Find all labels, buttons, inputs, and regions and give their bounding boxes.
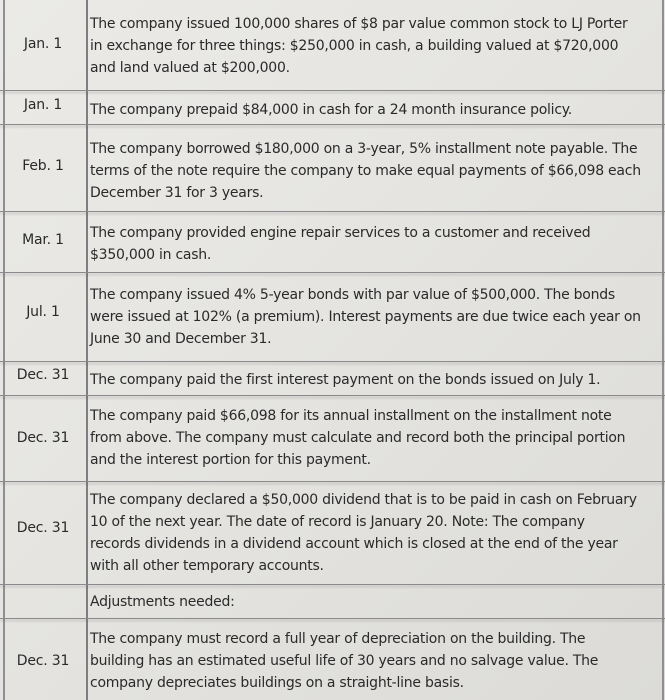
transaction-description bbox=[90, 628, 659, 694]
description-line: and the interest portion for this payment. bbox=[90, 452, 371, 468]
description-line: in exchange for three things: $250,000 in cash, a building valued at $720,000 bbox=[90, 38, 619, 54]
transaction-description bbox=[90, 138, 659, 204]
transaction-description bbox=[90, 369, 659, 391]
description-line: Adjustments needed: bbox=[90, 594, 235, 610]
description-line: The company borrowed $180,000 on a 3-year, 5% installment note payable. The bbox=[90, 141, 638, 157]
description-line: were issued at 102% (a premium). Interest payments are due twice each year on bbox=[90, 309, 641, 325]
transaction-date: Jan. 1 bbox=[23, 97, 63, 113]
description-line: The company paid the first interest payment on the bonds issued on July 1. bbox=[90, 372, 601, 388]
row-divider bbox=[0, 90, 665, 91]
description-line: The company issued 100,000 shares of $8 par value common stock to LJ Porter bbox=[90, 16, 628, 32]
description-line: December 31 for 3 years. bbox=[90, 185, 264, 201]
transaction-date: Feb. 1 bbox=[22, 158, 64, 174]
description-line: records dividends in a dividend account which is closed at the end of the year bbox=[90, 536, 618, 552]
transaction-description bbox=[90, 489, 659, 577]
description-line: The company provided engine repair services to a customer and received bbox=[90, 225, 591, 241]
transaction-date: Jul. 1 bbox=[26, 304, 60, 320]
description-line: 10 of the next year. The date of record is January 20. Note: The company bbox=[90, 514, 585, 530]
transaction-description bbox=[90, 405, 659, 471]
transaction-date: Dec. 31 bbox=[16, 653, 70, 669]
description-line: June 30 and December 31. bbox=[90, 331, 272, 347]
date-column-divider bbox=[86, 0, 88, 700]
row-divider bbox=[0, 584, 665, 585]
transaction-date: Dec. 31 bbox=[16, 430, 70, 446]
transaction-date: Dec. 31 bbox=[16, 367, 70, 383]
row-divider bbox=[0, 481, 665, 482]
transaction-description bbox=[90, 13, 659, 79]
description-line: with all other temporary accounts. bbox=[90, 558, 324, 574]
row-divider bbox=[0, 124, 665, 125]
row-divider bbox=[0, 211, 665, 212]
description-line: terms of the note require the company to make equal payments of $66,098 each bbox=[90, 163, 641, 179]
description-line: The company issued 4% 5-year bonds with par value of $500,000. The bonds bbox=[90, 287, 615, 303]
transaction-date: Mar. 1 bbox=[22, 232, 64, 248]
description-line: from above. The company must calculate and record both the principal portion bbox=[90, 430, 626, 446]
description-line: The company paid $66,098 for its annual installment on the installment note bbox=[90, 408, 612, 424]
description-line: building has an estimated useful life of 30 years and no salvage value. The bbox=[90, 653, 599, 669]
description-line: $350,000 in cash. bbox=[90, 247, 212, 263]
adjustments-heading bbox=[90, 591, 659, 613]
transaction-date: Jan. 1 bbox=[23, 36, 63, 52]
description-line: The company must record a full year of depreciation on the building. The bbox=[90, 631, 586, 647]
description-line: The company declared a $50,000 dividend that is to be paid in cash on February bbox=[90, 492, 637, 508]
row-divider bbox=[0, 395, 665, 396]
transaction-description bbox=[90, 284, 659, 350]
row-divider bbox=[0, 272, 665, 273]
description-line: and land valued at $200,000. bbox=[90, 60, 290, 76]
transaction-description bbox=[90, 222, 659, 266]
table-right-border bbox=[662, 0, 664, 700]
transaction-description bbox=[90, 99, 659, 121]
row-divider bbox=[0, 361, 665, 362]
description-line: company depreciates buildings on a straight-line basis. bbox=[90, 675, 464, 691]
description-line: The company prepaid $84,000 in cash for a 24 month insurance policy. bbox=[90, 102, 573, 118]
transaction-date: Dec. 31 bbox=[16, 520, 70, 536]
row-divider bbox=[0, 618, 665, 619]
